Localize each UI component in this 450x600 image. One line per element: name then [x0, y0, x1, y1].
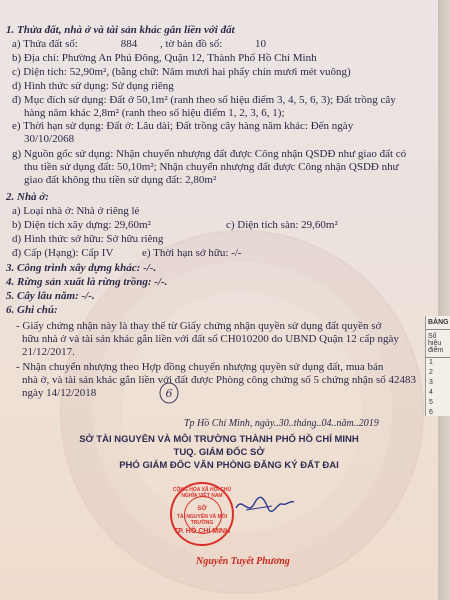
- department-name: SỞ TÀI NGUYÊN VÀ MÔI TRƯỜNG THÀNH PHỐ HỒ CHÍ MINH: [79, 434, 359, 445]
- note2-line-1: - Nhận chuyển nhượng theo Hợp đồng chuyển nhượng quyền sử dụng đất, mua bán: [16, 361, 384, 373]
- origin-line-1: g) Nguồn gốc sử dụng: Nhận chuyển nhượng đất được Công nhận QSDĐ như giao đất có: [12, 148, 407, 160]
- address-line: b) Địa chỉ: Phường An Phú Đông, Quận 12, Thành Phố Hồ Chí Minh: [12, 52, 317, 64]
- signer-title: PHÓ GIÁM ĐỐC VĂN PHÒNG ĐĂNG KÝ ĐẤT ĐAI: [119, 460, 339, 471]
- boundary-point-table: BẢNG Số hiệu điểm 1 2 3 4 5 6: [425, 316, 450, 416]
- parcel-number-line: a) Thửa đất số: 884 , tờ bản đồ số: 10: [12, 38, 267, 50]
- section3: 3. Công trình xây dựng khác: -/-.: [6, 262, 157, 274]
- grade-line: đ) Cấp (Hạng): Cấp IV: [12, 247, 114, 259]
- usage-purpose-line-1: đ) Mục đích sử dụng: Đất ở 50,1m² (ranh theo số hiệu điểm 3, 4, 5, 6, 3); Đất trồng cây: [12, 94, 396, 106]
- note2-line-3: ngày 14/12/2018: [22, 387, 97, 399]
- usage-purpose-line-2: hàng năm khác 2,8m² (ranh theo số hiệu điểm 1, 2, 3, 6, 1);: [24, 107, 285, 119]
- usage-term-line-2: 30/10/2068: [24, 133, 75, 145]
- official-seal: CỘNG HÒA XÃ HỘI CHỦ NGHĨA VIỆT NAM SỞ TÀI NGUYÊN VÀ MÔI TRƯỜNG TP. HỒ CHÍ MINH: [170, 482, 234, 546]
- signature: [232, 492, 296, 518]
- section4: 4. Rừng sản xuất là rừng trồng: -/-.: [6, 276, 168, 288]
- authorization-line: TUQ. GIÁM ĐỐC SỞ: [173, 447, 265, 458]
- note1-line-2: hữu nhà ở và tài sản khác gắn liền với đất số CH010200 do UBND Quận 12 cấp ngày: [22, 333, 399, 345]
- area-line: c) Diện tích: 52,90m², (bằng chữ: Năm mươi hai phẩy chín mươi mét vuông): [12, 66, 351, 78]
- section5: 5. Cây lâu năm: -/-.: [6, 290, 95, 302]
- origin-line-3: giao đất không thu tiền sử dụng đất: 2,80m²: [24, 174, 217, 186]
- house-type-line: a) Loại nhà ở: Nhà ở riêng lẻ: [12, 205, 140, 217]
- section1-title: 1. Thửa đất, nhà ở và tài sản khác gắn liền với đất: [6, 24, 235, 36]
- issue-date: Tp Hồ Chí Minh, ngày..30..tháng..04..năm..2019: [184, 418, 379, 429]
- ownership-form-line: d) Hình thức sở hữu: Sở hữu riêng: [12, 233, 164, 245]
- build-area-line: b) Diện tích xây dựng: 29,60m²: [12, 219, 151, 231]
- ownership-term-line: e) Thời hạn sở hữu: -/-: [142, 247, 242, 259]
- usage-term-line-1: e) Thời hạn sử dụng: Đất ở: Lâu dài; Đất trồng cây hàng năm khác: Đến ngày: [12, 120, 354, 132]
- signer-name: Nguyễn Tuyết Phương: [196, 556, 290, 567]
- note2-line-2: nhà ở, và tài sản khác gắn liền với đất được Phòng công chứng số 5 chứng nhận số 42483: [22, 374, 416, 386]
- section2-title: 2. Nhà ở:: [6, 191, 49, 203]
- section6-title: 6. Ghi chú:: [6, 304, 58, 316]
- page-edge: [438, 0, 450, 600]
- note1-line-3: 21/12/2017.: [22, 346, 75, 358]
- usage-form-line: d) Hình thức sử dụng: Sử dụng riêng: [12, 80, 174, 92]
- note1-line-1: - Giấy chứng nhận này là thay thế từ Giấy chứng nhận quyền sử dụng đất quyền sở: [16, 320, 382, 332]
- floor-area-line: c) Diện tích sàn: 29,60m²: [226, 219, 338, 231]
- handwritten-circled-number: [158, 382, 180, 404]
- svg-text:6: 6: [165, 387, 173, 400]
- origin-line-2: thu tiền sử dụng đất: 50,10m²; Nhận chuyển nhượng đất được Công nhận QSDĐ như: [24, 161, 399, 173]
